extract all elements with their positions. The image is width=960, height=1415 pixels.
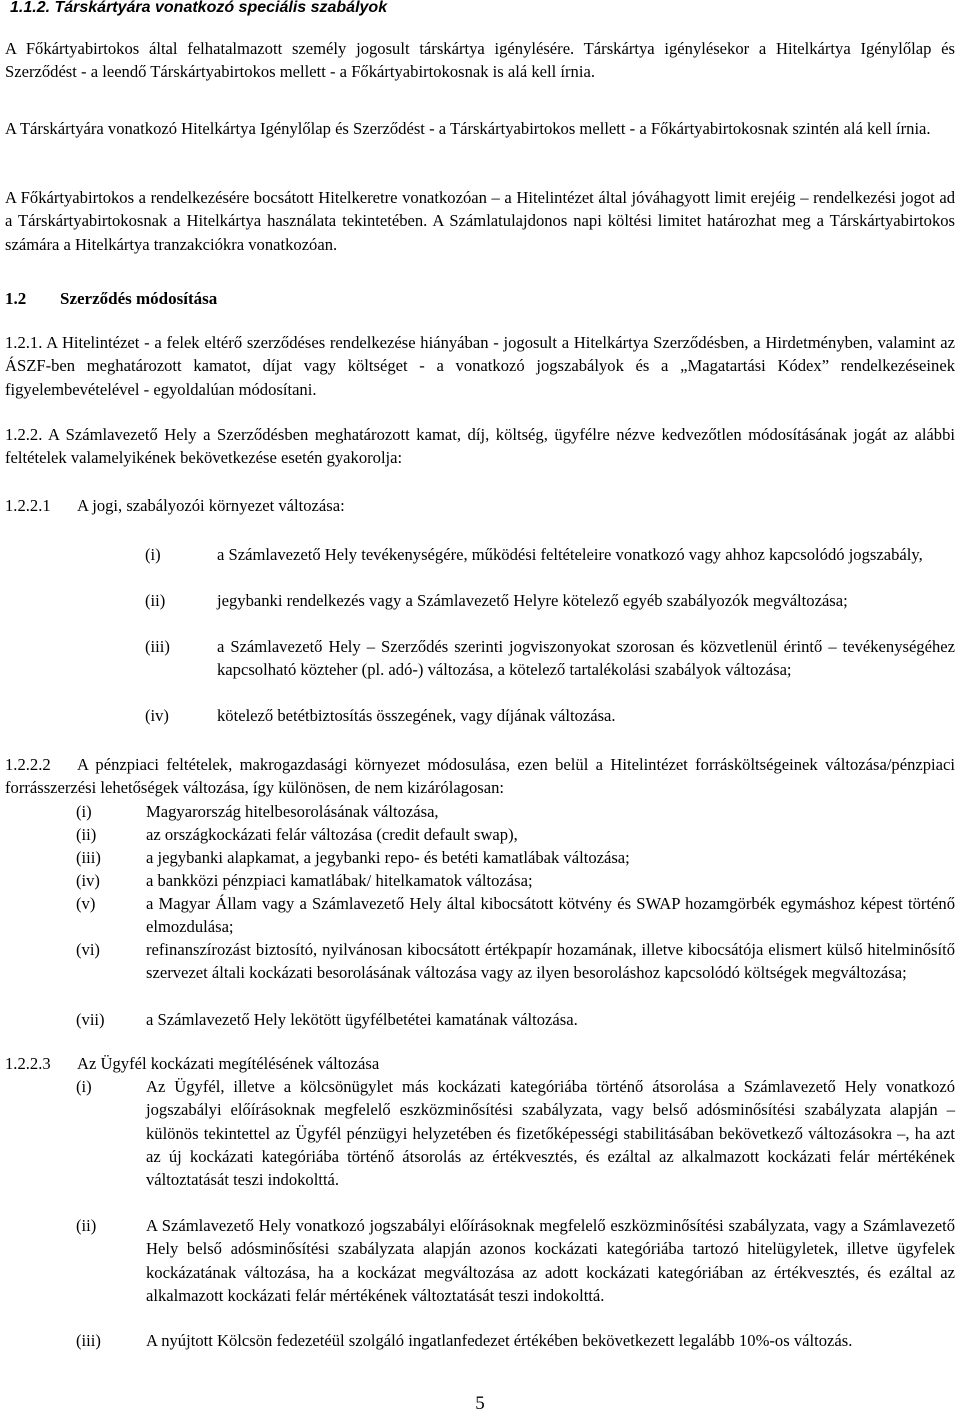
- section-heading-number: 1.2: [5, 289, 27, 308]
- paragraph-1: A Főkártyabirtokos által felhatalmazott személy jogosult társkártya igénylésére. Társkártya igénylésekor a Hitelkártya Igénylőlap és Szerződést - a leendő Társkártyabirtokos mellett - a Főkártyabirtokosnak is alá kell írnia.: [5, 39, 955, 82]
- list-item: [76, 1008, 955, 1031]
- section-heading-text: Szerződés módosítása: [60, 289, 218, 308]
- list-item-text: jegybanki rendelkezés vagy a Számlavezető Helyre kötelező egyéb szabályozók megváltozása;: [217, 591, 848, 610]
- list-item: [76, 1075, 955, 1191]
- list-item-text: Az Ügyfél, illetve a kölcsönügylet más kockázati kategóriába történő átsorolása a Számlavezető Hely vonatkozó jogszabályi előírásoknak megfelelő eszközminősítési szabályzata, vagy belső adósminősítési szabályzata alapján – különös tekintettel az Ügyfél pénzügyi helyzetében és fizetőképességi stabilitásában bekövetkező változásokra –, ha azt az új kockázati kategóriába történő átsorolás az értékvesztés, és ezáltal az alkalmazott kockázati felár mértékének változtatását teszi indokolttá.: [146, 1077, 955, 1190]
- subheading-1-2-2-1: [5, 494, 955, 517]
- list-item-label: (vii): [76, 1010, 105, 1029]
- list-item-text: a jegybanki alapkamat, a jegybanki repo- és betéti kamatlábak változása;: [146, 848, 630, 867]
- subheading-1-2-2-2: [5, 753, 955, 800]
- subheading-text: Az Ügyfél kockázati megítélésének változása: [77, 1054, 380, 1073]
- list-item-label: (ii): [145, 591, 166, 610]
- list-item: [145, 704, 955, 727]
- list-item-label: (i): [76, 1077, 92, 1096]
- list-item: [76, 892, 955, 939]
- subheading-number: 1.2.2.1: [5, 496, 51, 515]
- subheading-1-2-2-3: [5, 1052, 955, 1075]
- list-item-text: a Számlavezető Hely – Szerződés szerinti jogviszonyokat szorosan és közvetlenül érintő – tevékenységéhez kapcsolható közteher (pl. adó-) változása, a kötelező tartalékolási szabályok változása;: [217, 637, 955, 680]
- section-heading-1-2: [5, 287, 955, 310]
- list-item-text: refinanszírozást biztosító, nyilvánosan kibocsátott értékpapír hozamának, illetve kibocsátója elismert külső hitelminősítő szervezet általi kockázati besorolásának változása vagy az ilyen besoroláshoz kapcsolódó költségek megváltozása;: [146, 940, 955, 983]
- subheading-text: A jogi, szabályozói környezet változása:: [77, 496, 345, 515]
- list-item-label: (i): [145, 545, 161, 564]
- list-item-label: (iii): [76, 1331, 101, 1350]
- subheading-number: 1.2.2.3: [5, 1054, 51, 1073]
- paragraph-1-2-1: 1.2.1. A Hitelintézet - a felek eltérő szerződéses rendelkezése hiányában - jogosult a Hitelkártya Szerződésben, a Hirdetményben, valamint az ÁSZF-ben meghatározott kamatot, díjat vagy költséget - a vonatkozó jogszabályok és a „Magatartási Kódex” rendelkezéseinek figyelembevételével - egyoldalúan módosítani.: [5, 333, 955, 399]
- list-item: [145, 589, 955, 612]
- list-item: [145, 635, 955, 682]
- list-item-label: (iii): [76, 848, 101, 867]
- list-item: [145, 543, 955, 566]
- list-item: [76, 938, 955, 985]
- section-title: 1.1.2. Társkártyára vonatkozó speciális szabályok: [10, 0, 388, 16]
- list-item-text: a Számlavezető Hely tevékenységére, működési feltételeire vonatkozó vagy ahhoz kapcsolódó jogszabály,: [217, 545, 923, 564]
- page-number: 5: [475, 1393, 485, 1414]
- subheading-text: A pénzpiaci feltételek, makrogazdasági környezet módosulása, ezen belül a Hitelintézet forrásköltségeinek változása/pénzpiaci forrásszerzési lehetőségek változása, így különösen, de nem kizárólagosan:: [5, 755, 955, 798]
- list-item-label: (ii): [76, 1216, 97, 1235]
- list-item-label: (iii): [145, 637, 170, 656]
- list-item: [76, 823, 955, 846]
- list-item-text: A nyújtott Kölcsön fedezetéül szolgáló ingatlanfedezet értékében bekövetkezett legalább 10%-os változás.: [146, 1331, 853, 1350]
- list-item-label: (i): [76, 802, 92, 821]
- list-item-label: (iv): [76, 871, 100, 890]
- list-item-label: (vi): [76, 940, 100, 959]
- list-item-text: Magyarország hitelbesorolásának változása,: [146, 802, 439, 821]
- list-item-text: a bankközi pénzpiaci kamatlábak/ hitelkamatok változása;: [146, 871, 533, 890]
- list-item-text: kötelező betétbiztosítás összegének, vagy díjának változása.: [217, 706, 616, 725]
- list-item-label: (ii): [76, 825, 97, 844]
- list-item-text: A Számlavezető Hely vonatkozó jogszabályi előírásoknak megfelelő eszközminősítési szabályzata, vagy a Számlavezető Hely belső adósminősítési szabályzata alapján azonos kockázati kategóriába tartozó hitelügyletek, illetve ügyfelek kockázatának változása, ha a kockázat megváltozása az adott kockázati kategóriában az értékvesztés, és ezáltal az alkalmazott kockázati felár mértékének változtatását teszi indokolttá.: [146, 1216, 955, 1305]
- list-item: [76, 1214, 955, 1307]
- list-item: [76, 800, 955, 823]
- list-item-label: (v): [76, 894, 96, 913]
- list-item-text: a Magyar Állam vagy a Számlavezető Hely által kibocsátott kötvény és SWAP hozamgörbék egymáshoz képest történő elmozdulása;: [146, 894, 955, 937]
- list-item-text: a Számlavezető Hely lekötött ügyfélbetétei kamatának változása.: [146, 1010, 578, 1029]
- paragraph-3: A Főkártyabirtokos a rendelkezésére bocsátott Hitelkeretre vonatkozóan – a Hitelintézet által jóváhagyott limit erejéig – rendelkezési jogot ad a Társkártyabirtokosnak a Hitelkártya használata tekintetében. A Számlatulajdonos napi költési limitet határozhat meg a Társkártyabirtokos számára a Hitelkártya tranzakciókra vonatkozóan.: [5, 188, 955, 254]
- paragraph-1-2-2: 1.2.2. A Számlavezető Hely a Szerződésben meghatározott kamat, díj, költség, ügyfélre nézve kedvezőtlen módosításának jogát az alábbi feltételek valamelyikének bekövetkezése esetén gyakorolja:: [5, 425, 955, 468]
- paragraph-2: A Társkártyára vonatkozó Hitelkártya Igénylőlap és Szerződést - a Társkártyabirtokos mellett - a Főkártyabirtokosnak szintén alá kell írnia.: [5, 119, 931, 138]
- subheading-number: 1.2.2.2: [5, 755, 51, 774]
- list-item-label: (iv): [145, 706, 169, 725]
- list-item: [76, 869, 955, 892]
- list-item: [76, 846, 955, 869]
- list-item: [76, 1329, 955, 1352]
- list-item-text: az országkockázati felár változása (credit default swap),: [146, 825, 518, 844]
